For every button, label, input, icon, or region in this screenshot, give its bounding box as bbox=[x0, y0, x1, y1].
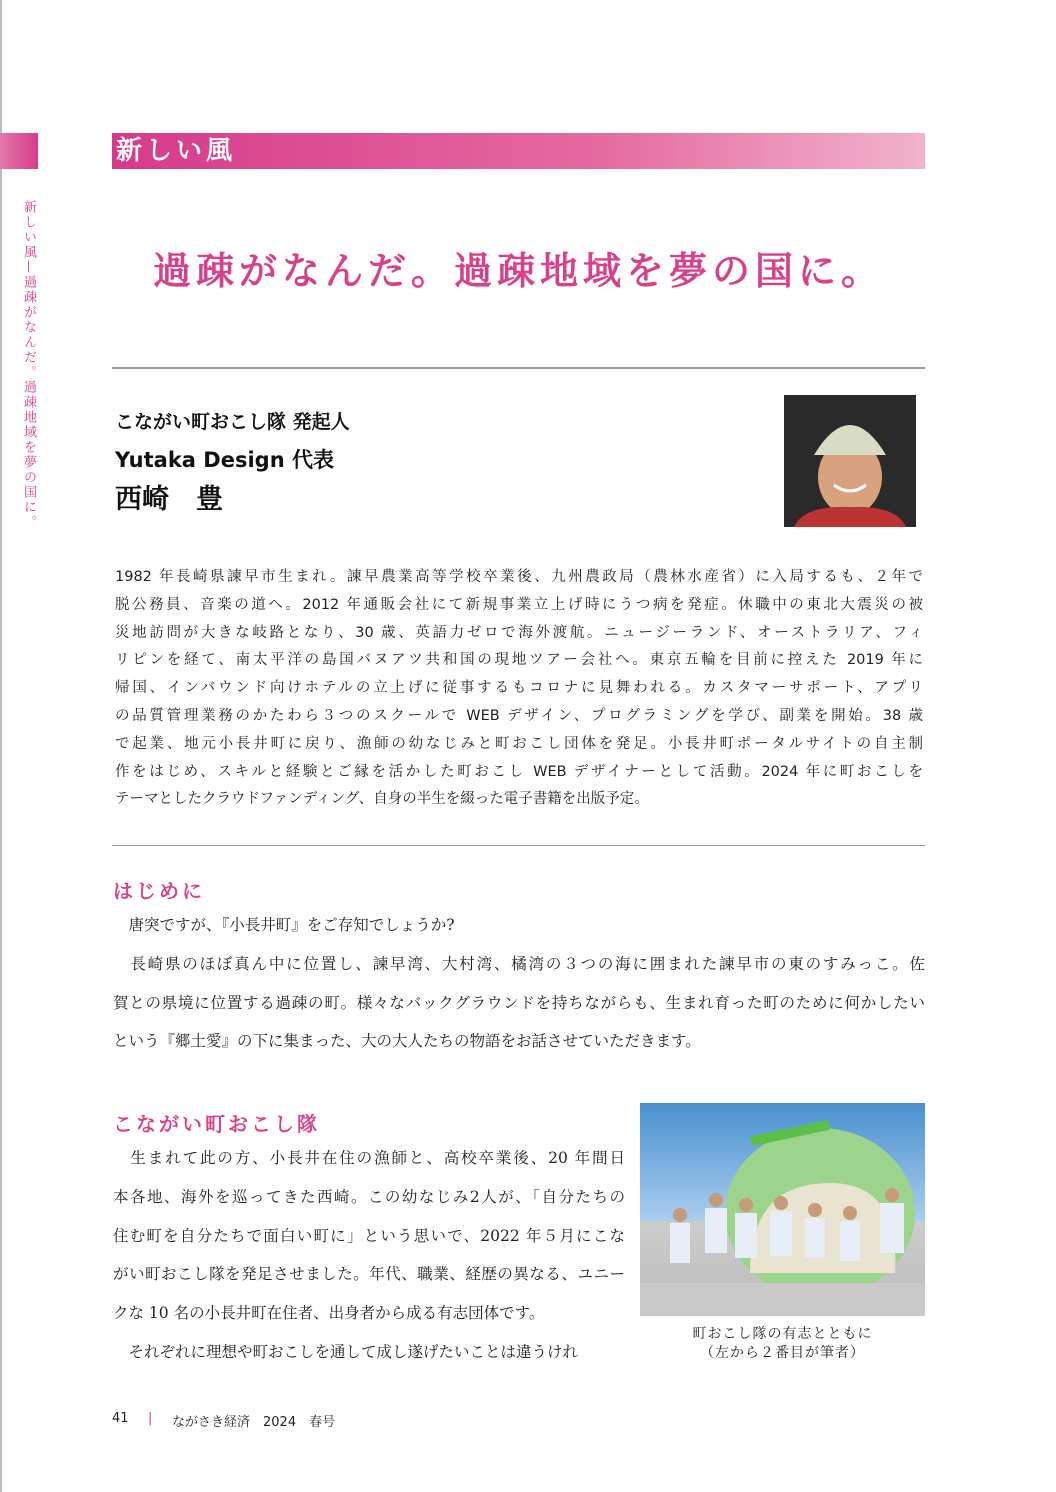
divider bbox=[112, 845, 925, 846]
page-number: 41 bbox=[112, 1411, 129, 1426]
text-line: それぞれに理想や町おこしを通して成し遂げたいことは違うけれ bbox=[113, 1342, 579, 1361]
text-line: 1982 年長崎県諫早市生まれ。諫早農業高等学校卒業後、九州農政局（農林水産省）に入局するも、２年で bbox=[115, 569, 923, 585]
text-line: 唐突ですが、『小長井町』をご存知でしょうか? bbox=[113, 916, 455, 934]
divider bbox=[112, 367, 925, 369]
publication-name: ながさき経済 2024 春号 bbox=[172, 1415, 336, 1430]
group-paragraph bbox=[113, 1139, 625, 1372]
footer-separator: | bbox=[148, 1411, 153, 1426]
intro-paragraph bbox=[113, 906, 925, 1061]
section-tab-marker bbox=[0, 133, 38, 169]
text-line: テーマとしたクラウドファンディング、自身の半生を綴った電子書籍を出版予定。 bbox=[115, 791, 649, 808]
text-line: 賀との県境に位置する過疎の町。様々なバックグラウンドを持ちながらも、生まれ育った町のために何かしたい bbox=[113, 993, 925, 1012]
section-heading-group: こながい町おこし隊 bbox=[113, 1112, 320, 1136]
group-photo bbox=[640, 1103, 925, 1316]
section-header: 新しい風 bbox=[112, 133, 925, 169]
photo-caption bbox=[640, 1325, 925, 1363]
text-line: 長崎県のほぼ真ん中に位置し、諫早湾、大村湾、橘湾の３つの海に囲まれた諫早市の東のすみっこ。佐 bbox=[113, 954, 925, 973]
text-line: の品質管理業務のかたわら３つのスクールで WEB デザイン、プログラミングを学び、副業を開始。38 歳 bbox=[115, 707, 923, 724]
text-line: という『郷土愛』の下に集まった、大の大人たちの物語をお話させていただきます。 bbox=[113, 1032, 701, 1051]
caption-line: 町おこし隊の有志とともに bbox=[692, 1326, 873, 1342]
text-line: 生まれて此の方、小長井在住の漁師と、高校卒業後、20 年間日 bbox=[113, 1149, 625, 1167]
text-line: リピンを経て、南太平洋の島国バヌアツ共和国の現地ツアー会社へ。東京五輪を目前に控えた 2019 年に bbox=[115, 652, 923, 669]
text-line: 本各地、海外を巡ってきた西崎。この幼なじみ2人が、「自分たちの bbox=[113, 1187, 625, 1206]
text-line: 災地訪問が大きな岐路となり、30 歳、英語力ゼロで海外渡航。ニュージーランド、オーストラリア、フィ bbox=[115, 624, 923, 641]
caption-line: （左から２番目が筆者） bbox=[700, 1345, 865, 1361]
author-name: 西崎 豊 bbox=[115, 484, 223, 515]
text-line: 脱公務員、音楽の道へ。2012 年通販会社にて新規事業立上げ時にうつ病を発症。休職中の東北大震災の被 bbox=[115, 596, 923, 613]
section-heading-intro: はじめに bbox=[113, 879, 205, 903]
author-photo bbox=[784, 395, 916, 527]
text-line: で起業、地元小長井町に戻り、漁師の幼なじみと町おこし団体を発足。小長井町ポータルサイトの自主制 bbox=[115, 735, 923, 752]
author-org: こながい町おこし隊 発起人 bbox=[115, 411, 350, 433]
article-title: 過疎がなんだ。過疎地域を夢の国に。 bbox=[152, 249, 884, 293]
text-line: 帰国、インバウンド向けホテルの立上げに従事するもコロナに見舞われる。カスタマーサポート、アプリ bbox=[115, 680, 923, 697]
text-line: 住む町を自分たちで面白い町に」という思いで、2022 年５月にこな bbox=[113, 1226, 625, 1245]
page-edge bbox=[0, 0, 2, 1492]
author-company: Yutaka Design 代表 bbox=[115, 448, 334, 472]
text-line: 作をはじめ、スキルと経験とご縁を活かした町おこし WEB デザイナーとして活動。2024 年に町おこしを bbox=[115, 763, 923, 780]
author-bio bbox=[115, 564, 923, 814]
side-running-title: 新しい風—過疎がなんだ。過疎地域を夢の国に。 bbox=[21, 200, 36, 530]
text-line: がい町おこし隊を発足させました。年代、職業、経歴の異なる、ユニー bbox=[113, 1265, 625, 1284]
text-line: クな 10 名の小長井町在住者、出身者から成る有志団体です。 bbox=[113, 1304, 545, 1323]
